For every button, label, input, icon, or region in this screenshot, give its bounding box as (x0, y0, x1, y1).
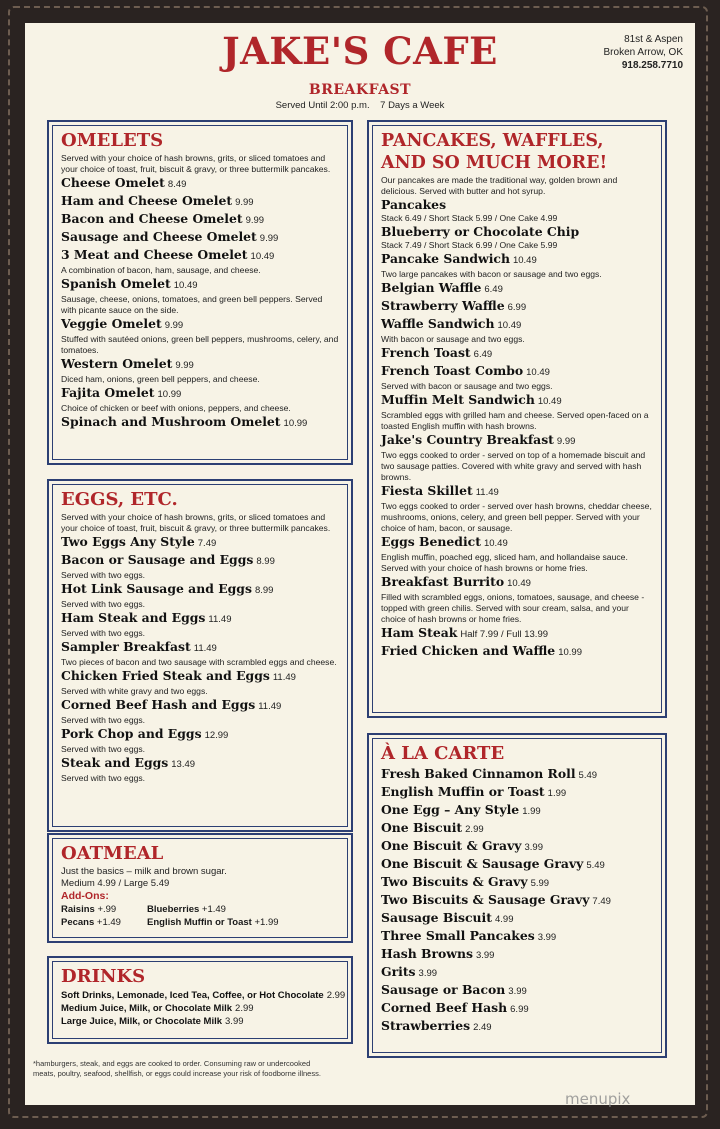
menu-item-description: Filled with scrambled eggs, onions, tomatoes, sausage, and cheese - topped with green chilis. Served with sour cream, salsa, and your choice of hash browns or home fries. (381, 592, 645, 624)
menu-section-title: BREAKFAST (308, 82, 412, 98)
menu-item-description: With bacon or sausage and two eggs. (381, 334, 525, 344)
menu-item-description: Choice of chicken or beef with onions, peppers, and cheese. (61, 403, 291, 413)
menu-item-name: Two Eggs Any Style (61, 534, 195, 549)
menu-item (381, 534, 653, 574)
menu-item-name: Fried Chicken and Waffle (381, 643, 556, 658)
omelets-description: Served with your choice of hash browns, grits, or sliced tomatoes and your choice of toast, fruit, biscuit & gravy, or three buttermilk pancakes. (61, 153, 331, 174)
menu-item-name: Sausage or Bacon (381, 982, 506, 997)
menu-item-name: Ham Steak and Eggs (61, 610, 206, 625)
menu-item (381, 625, 653, 643)
menu-item-line (61, 755, 339, 773)
omelets-section (47, 120, 353, 465)
menu-item-price: 11.49 (258, 701, 282, 712)
menu-item-name: Spanish Omelet (61, 276, 171, 291)
menu-item (61, 211, 339, 229)
menu-item-price: 10.49 (250, 251, 275, 262)
menu-item-line (381, 982, 653, 1000)
menu-item-line (381, 784, 653, 802)
menu-item-name: Hash Browns (381, 946, 473, 961)
menu-item (381, 874, 653, 892)
menu-item (381, 820, 653, 838)
menu-item (381, 910, 653, 928)
menu-item-name: One Biscuit & Gravy (381, 838, 522, 853)
menu-item-line (381, 251, 653, 269)
menu-item-name: Pancake Sandwich (381, 251, 510, 266)
menu-item-line (381, 910, 653, 928)
menu-item-line (381, 197, 653, 213)
menu-item-line (381, 574, 653, 592)
alacarte-list (381, 766, 653, 1036)
eggs-section (47, 479, 353, 832)
omelets-title: OMELETS (61, 130, 164, 151)
addons-label: Add-Ons: (61, 890, 109, 902)
menu-item (61, 639, 339, 668)
menu-item (381, 892, 653, 910)
oatmeal-section (47, 833, 353, 943)
menu-item-name: Breakfast Burrito (381, 574, 505, 589)
menu-item-line (61, 276, 339, 294)
menu-item-name: Western Omelet (61, 356, 173, 371)
menu-item (61, 726, 339, 755)
menu-item-name: Steak and Eggs (61, 755, 169, 770)
menu-item-price: 10.49 (526, 367, 550, 378)
menu-item-line (61, 697, 339, 715)
menu-item-line (61, 581, 339, 599)
menu-item-description: Stack 6.49 / Short Stack 5.99 / One Cake 4.99 (381, 213, 558, 223)
eggs-title: EGGS, ETC. (61, 489, 178, 510)
menu-item (61, 414, 339, 432)
menu-item-name: Sausage and Cheese Omelet (61, 229, 257, 244)
menu-item (61, 247, 339, 276)
menu-item-description: Scrambled eggs with grilled ham and cheese. Served open-faced on a toasted English muffin with hash browns. (381, 410, 649, 431)
menu-item-price: 9.99 (245, 215, 265, 226)
menu-item-price: 5.49 (586, 860, 605, 871)
menu-item-description: Two pieces of bacon and two sausage with scrambled eggs and cheese. (61, 657, 337, 667)
menu-item-price: 2.99 (235, 1003, 254, 1014)
menu-item-description: Stuffed with sautéed onions, green bell peppers, mushrooms, celery, and tomatoes. (61, 334, 339, 355)
menu-item-name: Fajita Omelet (61, 385, 155, 400)
menu-item-price: 4.99 (495, 914, 514, 925)
address-line-1: 81st & Aspen (624, 34, 683, 45)
menu-item-line (381, 316, 653, 334)
menu-item-price: 3.99 (508, 986, 527, 997)
menu-item-line (61, 385, 339, 403)
menu-item-line (381, 856, 653, 874)
drinks-section (47, 956, 353, 1044)
menu-item-name: Sausage Biscuit (381, 910, 492, 925)
menu-item (61, 356, 339, 385)
menu-item-name: Fiesta Skillet (381, 483, 473, 498)
menu-item-line (381, 946, 653, 964)
menu-item-name: Large Juice, Milk, or Chocolate Milk (61, 1016, 223, 1027)
menu-item-price: 11.49 (475, 487, 499, 498)
menu-item-line (381, 964, 653, 982)
menu-item-line (381, 1018, 653, 1036)
menu-item-name: French Toast (381, 345, 471, 360)
menu-item-price: 11.49 (208, 614, 232, 625)
menu-item-name: Pancakes (381, 197, 447, 212)
menu-item (381, 197, 653, 224)
menu-item (381, 964, 653, 982)
menu-item-line (381, 802, 653, 820)
menu-item-description: English muffin, poached egg, sliced ham, and hollandaise sauce. Served with your choice of hash browns or home fries. (381, 552, 628, 573)
oatmeal-description: Just the basics – milk and brown sugar. (61, 866, 227, 877)
menu-item-name: Fresh Baked Cinnamon Roll (381, 766, 576, 781)
menu-item-description: Served with bacon or sausage and two eggs. (381, 381, 553, 391)
menu-item (61, 385, 339, 414)
food-safety-notice: *hamburgers, steak, and eggs are cooked to order. Consuming raw or undercooked meats, poultry, seafood, shellfish, or eggs could increase your risk of foodborne illness. (33, 1059, 321, 1078)
menu-item-description: Sausage, cheese, onions, tomatoes, and green bell peppers. Served with picante sauce on the side. (61, 294, 323, 315)
menu-item-price: 9.99 (556, 436, 576, 447)
pancakes-title-line-2: AND SO MUCH MORE! (381, 153, 608, 173)
menu-item-line (381, 643, 653, 661)
menu-item-name: English Muffin or Toast (381, 784, 545, 799)
menu-item (381, 946, 653, 964)
menu-item (61, 668, 339, 697)
menu-item-name: Sampler Breakfast (61, 639, 191, 654)
menu-item-name: One Biscuit & Sausage Gravy (381, 856, 584, 871)
menu-item (381, 1000, 653, 1018)
menu-item-line (61, 229, 339, 247)
menu-item-price: 10.99 (283, 418, 308, 429)
menu-item-line (381, 298, 653, 316)
menu-item-line (381, 625, 653, 643)
menu-item-line (61, 552, 339, 570)
menu-item-line (61, 989, 346, 1002)
menu-item-line (61, 316, 339, 334)
menu-item (381, 784, 653, 802)
menu-item-name: Blueberry or Chocolate Chip (381, 224, 580, 239)
menu-item-name: Corned Beef Hash (381, 1000, 508, 1015)
menu-item-price: 6.49 (473, 349, 493, 360)
menu-item-line (381, 534, 653, 552)
menu-item-price: 12.99 (204, 730, 229, 741)
menu-item-price: 1.99 (522, 806, 541, 817)
menu-item-line (381, 1000, 653, 1018)
menu-item-description: Stack 7.49 / Short Stack 6.99 / One Cake 5.99 (381, 240, 558, 250)
menu-item-name: Strawberry Waffle (381, 298, 505, 313)
menu-item-line (61, 356, 339, 374)
menu-item-name: Ham and Cheese Omelet (61, 193, 233, 208)
menu-item (381, 643, 653, 661)
menu-item-price: 3.99 (537, 932, 557, 943)
menu-item-price: 11.49 (193, 643, 217, 654)
menu-item-price: 3.99 (475, 950, 495, 961)
menu-item (381, 363, 653, 392)
menu-item (61, 1015, 339, 1028)
menu-item (381, 982, 653, 1000)
menu-page (25, 23, 695, 1105)
menu-item-name: Soft Drinks, Lemonade, Iced Tea, Coffee, or Hot Chocolate (61, 990, 324, 1001)
menu-item-name: Chicken Fried Steak and Eggs (61, 668, 270, 683)
menu-item-price: 5.99 (530, 878, 550, 889)
menu-item-price: 8.99 (254, 585, 274, 596)
menu-item-line (381, 766, 653, 784)
menu-item (381, 392, 653, 432)
menu-item-name: Belgian Waffle (381, 280, 482, 295)
menu-item-price: 6.99 (507, 302, 527, 313)
menu-item-name: Three Small Pancakes (381, 928, 535, 943)
menu-item-name: Bacon or Sausage and Eggs (61, 552, 254, 567)
menu-item-price: 10.99 (558, 647, 582, 658)
menu-item (381, 224, 653, 251)
menu-item-line (381, 892, 653, 910)
menu-item (61, 989, 346, 1002)
menu-item-name: Ham Steak (381, 625, 458, 640)
addons-list (61, 903, 339, 929)
menu-item-price: 13.49 (171, 759, 196, 770)
oatmeal-title: OATMEAL (61, 843, 164, 864)
menu-item-line (61, 668, 339, 686)
menu-item (61, 316, 339, 356)
menu-item (381, 802, 653, 820)
menu-item (381, 856, 653, 874)
menu-item-price: 10.49 (483, 538, 508, 549)
pancakes-title-line-1: PANCAKES, WAFFLES, (381, 131, 604, 151)
drinks-list (61, 989, 346, 1028)
menu-item-price: 10.49 (507, 578, 531, 589)
menu-item-line (61, 726, 339, 744)
menu-item-name: Corned Beef Hash and Eggs (61, 697, 256, 712)
menu-item (61, 534, 339, 552)
menu-item-line (61, 1002, 339, 1015)
menu-item-name: Two Biscuits & Gravy (381, 874, 528, 889)
menu-item-price: 2.49 (473, 1022, 492, 1033)
restaurant-address (604, 33, 683, 72)
menu-item-name: Eggs Benedict (381, 534, 481, 549)
menu-item-price: 9.99 (164, 320, 184, 331)
menu-item-line (61, 193, 339, 211)
restaurant-name: JAKE'S CAFE (222, 29, 498, 73)
omelets-list (61, 175, 339, 432)
menu-item-price: 9.99 (235, 197, 254, 208)
menu-item (381, 432, 653, 483)
addon-item: Blueberries +1.49 (147, 904, 226, 915)
address-line-2: Broken Arrow, OK (603, 47, 683, 58)
menu-item (61, 229, 339, 247)
menu-item-price: 3.99 (418, 968, 438, 979)
menu-item-line (61, 247, 339, 265)
menu-item-line (381, 874, 653, 892)
menu-item-description: Served with two eggs. (61, 628, 146, 638)
menu-item-line (381, 820, 653, 838)
oatmeal-sizes: Medium 4.99 / Large 5.49 (61, 878, 170, 889)
menu-item-line (61, 639, 339, 657)
menu-item-price: 7.49 (592, 896, 611, 907)
menu-item (61, 610, 339, 639)
menu-item-price: 8.49 (167, 179, 187, 190)
menu-item (61, 276, 339, 316)
menu-item (381, 928, 653, 946)
menu-item (381, 766, 653, 784)
menu-item (61, 175, 339, 193)
menu-item-line (381, 928, 653, 946)
menu-item-price: 1.99 (547, 788, 567, 799)
alacarte-section (367, 733, 667, 1058)
menu-item (61, 1002, 339, 1015)
menu-item-description: Two eggs cooked to order - served over hash browns, cheddar cheese, mushrooms, onions, celery, and green bell pepper. Served with your choice of ham, bacon, or sausage. (381, 501, 652, 533)
served-hours: Served Until 2:00 p.m. 7 Days a Week (275, 100, 445, 111)
menu-item-name: Strawberries (381, 1018, 471, 1033)
menu-item-line (61, 1015, 339, 1028)
menu-item-price: 10.99 (157, 389, 182, 400)
menu-item-name: French Toast Combo (381, 363, 524, 378)
eggs-description: Served with your choice of hash browns, grits, or sliced tomatoes and your choice of toast, fruit, biscuit & gravy, or three buttermilk pancakes. (61, 512, 331, 533)
menu-item-name: Waffle Sandwich (381, 316, 495, 331)
phone-number: 918.258.7710 (621, 60, 683, 71)
menu-item-price: 10.49 (173, 280, 198, 291)
menu-item-line (61, 211, 339, 229)
menu-item (61, 697, 339, 726)
menu-item-name: Cheese Omelet (61, 175, 165, 190)
menu-item-line (381, 432, 653, 450)
menu-item-price: 3.99 (225, 1016, 244, 1027)
menu-item (381, 251, 653, 280)
menu-item-price: 6.49 (484, 284, 503, 295)
menu-item-name: Bacon and Cheese Omelet (61, 211, 243, 226)
menu-item-line (381, 483, 653, 501)
addon-item: Pecans +1.49 (61, 917, 121, 928)
menu-item-description: Two eggs cooked to order - served on top of a homemade biscuit and two sausage patties. Covered with white gravy and served with hash browns. (381, 450, 646, 482)
menu-item-line (61, 175, 339, 193)
menu-item-description: Served with two eggs. (61, 715, 146, 725)
menu-item-line (381, 363, 653, 381)
eggs-list (61, 534, 339, 784)
menu-item-price: 2.99 (326, 990, 346, 1001)
menu-item (381, 1018, 653, 1036)
menu-item-price: Half 7.99 / Full 13.99 (460, 629, 549, 640)
menu-item-name: Pork Chop and Eggs (61, 726, 202, 741)
menu-item-name: Medium Juice, Milk, or Chocolate Milk (61, 1003, 233, 1014)
menu-item-price: 3.99 (524, 842, 543, 853)
menu-item-line (61, 610, 339, 628)
pancakes-description: Our pancakes are made the traditional way, golden brown and delicious. Served with butter and hot syrup. (381, 175, 618, 196)
menu-item-line (381, 392, 653, 410)
menu-item (381, 298, 653, 316)
menu-item-price: 2.99 (465, 824, 484, 835)
menu-item-name: 3 Meat and Cheese Omelet (61, 247, 248, 262)
menu-item-name: Grits (381, 964, 416, 979)
menu-item (381, 574, 653, 625)
menu-item (61, 581, 339, 610)
menu-item-line (61, 414, 339, 432)
menu-item-description: A combination of bacon, ham, sausage, and cheese. (61, 265, 261, 275)
menu-item-description: Served with white gravy and two eggs. (61, 686, 208, 696)
menu-item-price: 9.99 (175, 360, 194, 371)
menu-item-name: Veggie Omelet (61, 316, 162, 331)
addon-item: Raisins +.99 (61, 904, 117, 915)
menu-item-line (61, 534, 339, 552)
menu-item-name: Jake's Country Breakfast (381, 432, 554, 447)
menu-item-price: 10.49 (537, 396, 562, 407)
menu-item-description: Served with two eggs. (61, 599, 146, 609)
menu-item-price: 8.99 (256, 556, 275, 567)
alacarte-title: À LA CARTE (381, 743, 505, 764)
menu-item (61, 193, 339, 211)
menu-item (381, 280, 653, 298)
menu-item-name: Muffin Melt Sandwich (381, 392, 535, 407)
menu-item-description: Served with two eggs. (61, 744, 146, 754)
menu-item-price: 6.99 (510, 1004, 529, 1015)
menu-item-description: Two large pancakes with bacon or sausage and two eggs. (381, 269, 602, 279)
menu-item-price: 10.49 (512, 255, 537, 266)
menu-item-name: One Biscuit (381, 820, 463, 835)
menu-item-line (381, 345, 653, 363)
menu-item-description: Diced ham, onions, green bell peppers, and cheese. (61, 374, 260, 384)
menu-item (61, 552, 339, 581)
menu-item-price: 9.99 (259, 233, 279, 244)
menu-item-price: 10.49 (497, 320, 522, 331)
menu-item (381, 345, 653, 363)
menu-item-line (381, 280, 653, 298)
menu-item-name: One Egg – Any Style (381, 802, 520, 817)
menu-item (381, 316, 653, 345)
addon-item: English Muffin or Toast +1.99 (147, 917, 279, 928)
drinks-title: DRINKS (61, 966, 146, 987)
menu-item-description: Served with two eggs. (61, 773, 146, 783)
menu-item-name: Hot Link Sausage and Eggs (61, 581, 252, 596)
menu-item (381, 483, 653, 534)
menu-item-line (381, 224, 653, 240)
watermark: menupix (565, 1090, 631, 1108)
menu-item (61, 755, 339, 784)
menu-item-price: 5.49 (578, 770, 598, 781)
pancakes-section (367, 120, 667, 718)
menu-item-description: Served with two eggs. (61, 570, 146, 580)
pancakes-list (381, 197, 653, 661)
menu-item-price: 7.49 (197, 538, 217, 549)
menu-item-name: Spinach and Mushroom Omelet (61, 414, 281, 429)
menu-item-line (381, 838, 653, 856)
menu-item (381, 838, 653, 856)
menu-item-price: 11.49 (272, 672, 296, 683)
menu-item-name: Two Biscuits & Sausage Gravy (381, 892, 590, 907)
